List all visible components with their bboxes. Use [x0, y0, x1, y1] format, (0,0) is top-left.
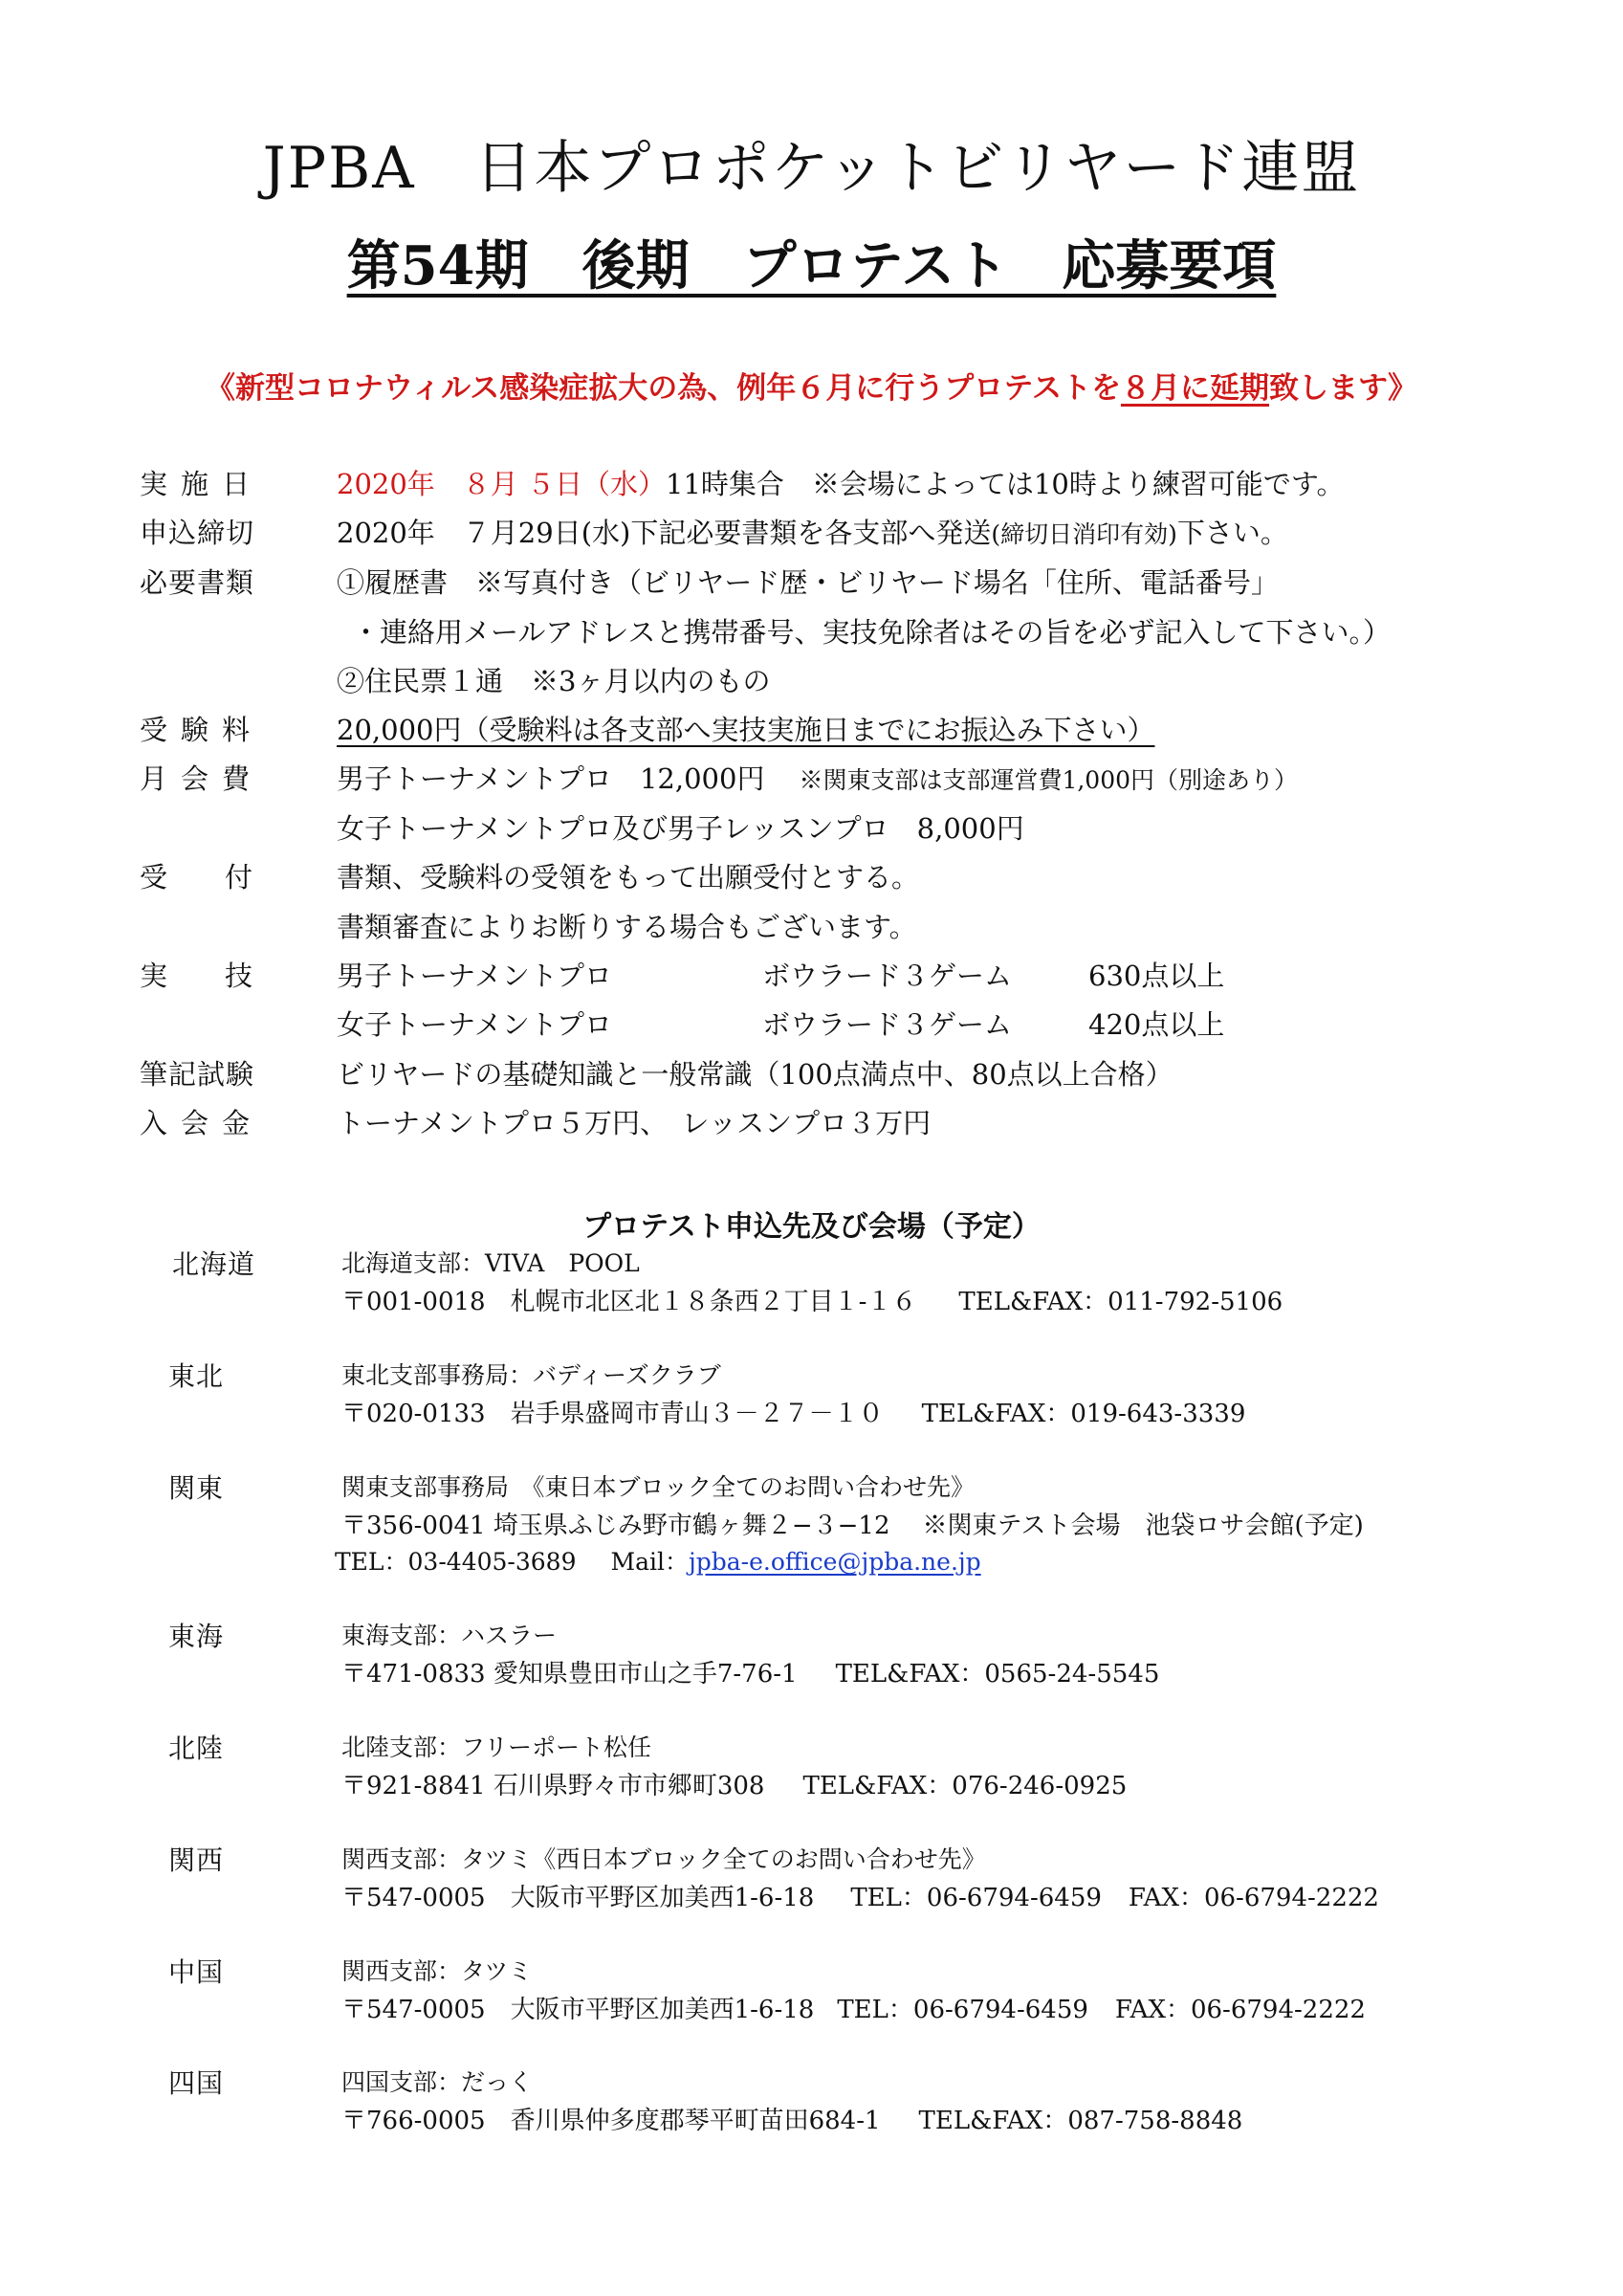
hokuriku-address [341, 1774, 1127, 1799]
kanto-mail-label: Mail： [610, 1548, 689, 1576]
tohoku-branch: 東北支部事務局：バディーズクラブ [341, 1361, 721, 1389]
kansai-tel: TEL：06-6794-6459 [850, 1884, 1102, 1912]
notice-before: 《新型コロナウィルス感染症拡大の為、例年６月に行うプロテストを [206, 371, 1121, 406]
kanto-postal-address: 〒356-0041 埼玉県ふじみ野市鶴ヶ舞２−３−12 [341, 1512, 890, 1540]
shikoku-postal-address: 〒766-0005 香川県仲多度郡琴平町苗田684-1 [341, 2107, 881, 2135]
exam-fee-row [337, 714, 1155, 746]
hokuriku-contact: TEL&FAX：076-246-0925 [802, 1772, 1128, 1800]
practical-men-category: 男子トーナメントプロ [337, 960, 612, 992]
notice-underlined: ８月に延期 [1120, 371, 1269, 406]
document-title: JPBA 日本プロポケットビリヤード連盟 [262, 135, 1361, 202]
kansai-address [341, 1886, 1379, 1910]
reception-line-1: 書類、受験料の受領をもって出願受付とする。 [337, 861, 920, 894]
monthly-fee-men: 男子トーナメントプロ 12,000円 [337, 762, 765, 795]
practical-women-game: ボウラード３ゲーム [762, 1008, 1013, 1041]
written-exam-label: 筆記試験 [140, 1058, 255, 1091]
monthly-fee-line-1 [337, 762, 1299, 795]
tohoku-address [341, 1402, 1245, 1426]
deadline-value: 2020年 ７月29日(水)下記必要書類を各支部へ発送 [337, 517, 992, 549]
reception-label: 受付 [140, 861, 311, 894]
region-shikoku: 四国 [168, 2067, 225, 2099]
reception-line-2: 書類審査によりお断りする場合もございます。 [337, 911, 917, 943]
hokuriku-postal-address: 〒921-8841 石川県野々市市郷町308 [341, 1772, 765, 1800]
deadline-row [337, 519, 1288, 547]
date-row [337, 468, 1345, 500]
postponement-notice [0, 364, 1623, 407]
region-chugoku: 中国 [168, 1956, 225, 1988]
kansai-postal-address: 〒547-0005 大阪市平野区加美西1-6-18 [341, 1884, 815, 1912]
deadline-end: 下さい。 [1176, 517, 1288, 549]
chugoku-branch: 関西支部：タツミ [341, 1957, 533, 1985]
practical-label: 実技 [140, 960, 311, 992]
chugoku-tel: TEL：06-6794-6459 [837, 1996, 1088, 2024]
hokkaido-postal-address: 〒001-0018 札幌市北区北１８条西２丁目１-１６ [341, 1288, 917, 1316]
document-subtitle [0, 224, 1623, 300]
documents-line-3: ②住民票１通 ※3ヶ月以内のもの [337, 665, 771, 697]
entry-fee-label: 入会金 [140, 1107, 264, 1139]
date-label: 実施日 [140, 468, 264, 500]
tokai-address [341, 1662, 1159, 1687]
kanto-test-venue-note: ※関東テスト会場 池袋ロサ会館(予定) [922, 1512, 1364, 1540]
chugoku-address [341, 1998, 1366, 2022]
documents-label: 必要書類 [140, 566, 255, 599]
exam-fee-note: （受験料は各支部へ実技実施日までにお振込み下さい） [461, 714, 1155, 746]
kanto-address [341, 1513, 1364, 1538]
shikoku-branch: 四国支部：だっく [341, 2068, 534, 2096]
kansai-fax: FAX：06-6794-2222 [1128, 1884, 1379, 1912]
region-hokuriku: 北陸 [168, 1733, 225, 1764]
practical-women-category: 女子トーナメントプロ [337, 1008, 612, 1041]
monthly-fee-label: 月会費 [140, 762, 264, 795]
notice-after: 致します》 [1268, 371, 1417, 406]
entry-fee-value: トーナメントプロ５万円、 レッスンプロ３万円 [337, 1107, 932, 1139]
region-kansai: 関西 [168, 1844, 225, 1876]
practical-women-score: 420点以上 [1088, 1008, 1225, 1041]
documents-line-1: ①履歴書 ※写真付き（ビリヤード歴・ビリヤード場名「住所、電話番号」 [337, 566, 1279, 599]
tokai-contact: TEL&FAX：0565-24-5545 [835, 1660, 1160, 1689]
chugoku-postal-address: 〒547-0005 大阪市平野区加美西1-6-18 [341, 1996, 815, 2024]
deadline-note: (締切日消印有効) [991, 520, 1177, 548]
exam-fee-label: 受験料 [140, 714, 264, 746]
date-value: 2020年 ８月 ５日（水） [337, 468, 667, 500]
venues-title: プロテスト申込先及び会場（予定） [582, 1210, 1041, 1244]
hokuriku-branch: 北陸支部：フリーポート松任 [341, 1733, 652, 1761]
practical-men-score: 630点以上 [1088, 960, 1225, 992]
kansai-branch: 関西支部：タツミ《西日本ブロック全てのお問い合わせ先》 [341, 1845, 986, 1873]
monthly-fee-kanto-note: ※関東支部は支部運営費1,000円（別途あり） [799, 766, 1299, 794]
kanto-mail-link[interactable]: jpba-e.office@jpba.ne.jp [688, 1548, 981, 1576]
hokkaido-contact: TEL&FAX：011-792-5106 [958, 1288, 1283, 1316]
region-tohoku: 東北 [168, 1360, 225, 1392]
kanto-tel: TEL：03-4405-3689 [335, 1548, 577, 1576]
shikoku-contact: TEL&FAX：087-758-8848 [918, 2107, 1243, 2135]
deadline-label: 申込締切 [140, 517, 255, 549]
kanto-contact [335, 1550, 981, 1574]
chugoku-fax: FAX：06-6794-2222 [1114, 1996, 1366, 2024]
kanto-branch: 関東支部事務局 《東日本ブロック全てのお問い合わせ先》 [341, 1473, 976, 1501]
monthly-fee-line-2: 女子トーナメントプロ及び男子レッスンプロ 8,000円 [337, 812, 1024, 845]
hokkaido-address [341, 1290, 1283, 1314]
date-rest: 11時集合 ※会場によっては10時より練習可能です。 [666, 468, 1345, 500]
tohoku-postal-address: 〒020-0133 岩手県盛岡市青山３－２７－１０ [341, 1400, 884, 1428]
hokkaido-branch: 北海道支部：VIVA POOL [341, 1249, 640, 1277]
documents-line-2: ・連絡用メールアドレスと携帯番号、実技免除者はその旨を必ず記入して下さい。） [352, 616, 1392, 649]
region-tokai: 東海 [168, 1621, 225, 1652]
region-hokkaido: 北海道 [172, 1248, 256, 1280]
practical-men-game: ボウラード３ゲーム [762, 960, 1013, 992]
tokai-branch: 東海支部：ハスラー [341, 1622, 558, 1649]
tokai-postal-address: 〒471-0833 愛知県豊田市山之手7-76-1 [341, 1660, 798, 1689]
region-kanto: 関東 [168, 1472, 225, 1504]
subtitle-text: 第54期 後期 プロテスト 応募要項 [346, 234, 1277, 298]
tohoku-contact: TEL&FAX：019-643-3339 [921, 1400, 1246, 1428]
written-exam-value: ビリヤードの基礎知識と一般常識（100点満点中、80点以上合格） [337, 1058, 1173, 1091]
shikoku-address [341, 2108, 1242, 2133]
exam-fee-amount: 20,000円 [337, 714, 462, 746]
